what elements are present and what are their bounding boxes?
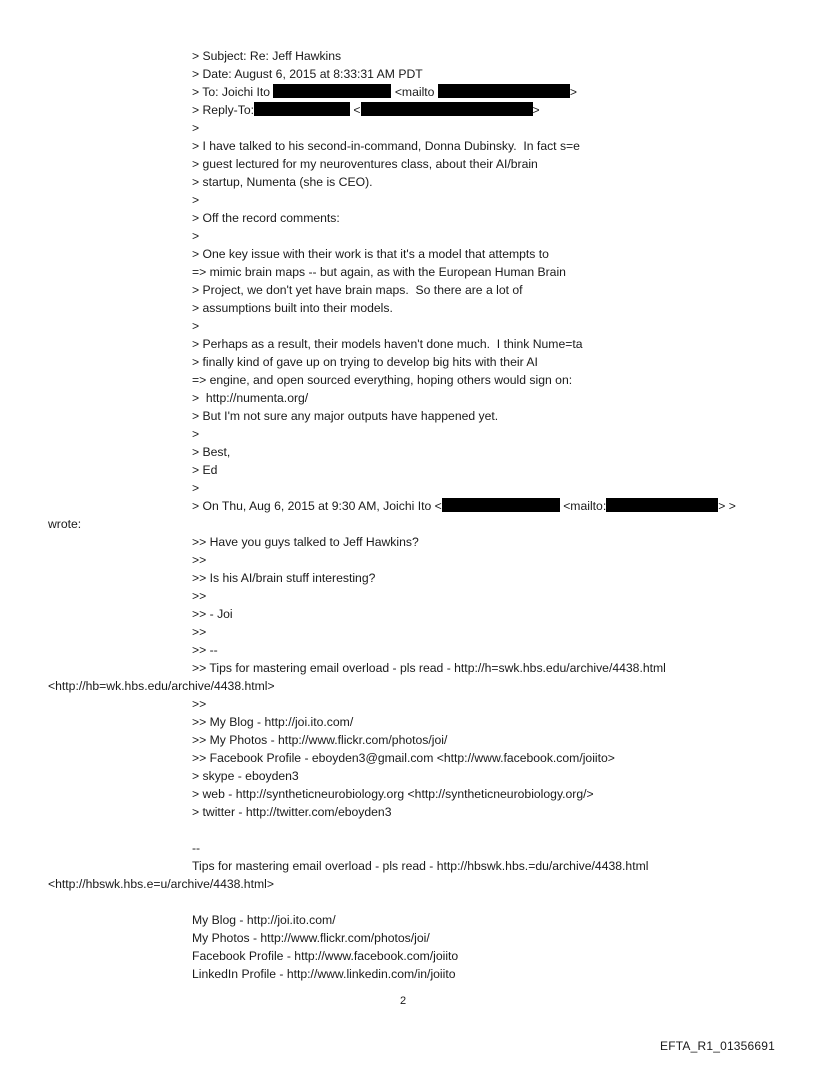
quoted-line: > One key issue with their work is that it's a model that attempts to [192, 247, 549, 261]
signature-line: > twitter - http://twitter.com/eboyden3 [192, 805, 392, 819]
footer-dashes: -- [192, 841, 201, 855]
quoted-line: > Best, [192, 445, 231, 459]
quoted-line: => mimic brain maps -- but again, as with the European Human Brain [192, 265, 566, 279]
on-wrote-line [192, 498, 736, 514]
on-wrote-mailto: <mailto: [563, 499, 607, 513]
quoted-line: > assumptions built into their models. [192, 301, 393, 315]
quoted-line: > Off the record comments: [192, 211, 340, 225]
header-to-prefix: > To: Joichi Ito [192, 85, 271, 99]
signature-line: >> Facebook Profile - eboyden3@gmail.com <http://www.facebook.com/joiito> [192, 751, 615, 765]
quoted-line: > [192, 481, 200, 495]
redaction-box [438, 84, 570, 98]
original-line: >> [192, 625, 207, 639]
quoted-line: > [192, 121, 200, 135]
header-replyto-prefix: > Reply-To: [192, 103, 254, 117]
quoted-line: > [192, 229, 200, 243]
page-number: 2 [400, 995, 407, 1007]
original-line: >> Is his AI/brain stuff interesting? [192, 571, 376, 585]
header-subject: > Subject: Re: Jeff Hawkins [192, 49, 342, 63]
quoted-line: > [192, 319, 200, 333]
header-replyto-open: < [353, 103, 361, 117]
quoted-line: > Perhaps as a result, their models haven't done much. I think Nume=ta [192, 337, 583, 351]
quoted-line: > [192, 193, 200, 207]
original-line: >> -- [192, 643, 218, 657]
original-line: >> Tips for mastering email overload - pls read - http://h=swk.hbs.edu/archive/4438.html [192, 661, 666, 675]
quoted-line: > But I'm not sure any major outputs have happened yet. [192, 409, 499, 423]
redaction-box [442, 498, 560, 512]
header-to-mailto: <mailto [394, 85, 435, 99]
original-line: >> [192, 589, 207, 603]
header-replyto [192, 102, 540, 118]
wrote-wrap: wrote: [48, 517, 82, 531]
signature-line: >> My Photos - http://www.flickr.com/photos/joi/ [192, 733, 448, 747]
footer-link: My Photos - http://www.flickr.com/photos/joi/ [192, 931, 430, 945]
redaction-box [254, 102, 350, 116]
quoted-line: > finally kind of gave up on trying to develop big hits with their AI [192, 355, 538, 369]
original-wrap: <http://hb=wk.hbs.edu/archive/4438.html> [48, 679, 275, 693]
quoted-line: > guest lectured for my neuroventures class, about their AI/brain [192, 157, 538, 171]
on-wrote-suffix: > > [718, 499, 736, 513]
redaction-box [273, 84, 391, 98]
redaction-box [361, 102, 533, 116]
signature-line: > web - http://syntheticneurobiology.org <http://syntheticneurobiology.org/> [192, 787, 594, 801]
footer-link: Facebook Profile - http://www.facebook.com/joiito [192, 949, 459, 963]
signature-line: >> My Blog - http://joi.ito.com/ [192, 715, 354, 729]
original-line: >> Have you guys talked to Jeff Hawkins? [192, 535, 419, 549]
on-wrote-prefix: > On Thu, Aug 6, 2015 at 9:30 AM, Joichi Ito < [192, 499, 442, 513]
bates-number: EFTA_R1_01356691 [660, 1039, 776, 1053]
footer-tips: Tips for mastering email overload - pls read - http://hbswk.hbs.=du/archive/4438.html [192, 859, 649, 873]
quoted-line: > Project, we don't yet have brain maps. So there are a lot of [192, 283, 523, 297]
quoted-line: > http://numenta.org/ [192, 391, 309, 405]
signature-line: >> [192, 697, 207, 711]
original-line: >> [192, 553, 207, 567]
header-to [192, 84, 577, 100]
header-to-close: > [569, 85, 577, 99]
redaction-box [606, 498, 718, 512]
footer-link: LinkedIn Profile - http://www.linkedin.com/in/joiito [192, 967, 456, 981]
quoted-line: > startup, Numenta (she is CEO). [192, 175, 373, 189]
footer-link: My Blog - http://joi.ito.com/ [192, 913, 336, 927]
quoted-line: > [192, 427, 200, 441]
original-line: >> - Joi [192, 607, 233, 621]
header-replyto-close: > [532, 103, 540, 117]
signature-line: > skype - eboyden3 [192, 769, 299, 783]
header-date: > Date: August 6, 2015 at 8:33:31 AM PDT [192, 67, 423, 81]
quoted-line: > Ed [192, 463, 218, 477]
quoted-line: => engine, and open sourced everything, hoping others would sign on: [192, 373, 573, 387]
quoted-line: > I have talked to his second-in-command, Donna Dubinsky. In fact s=e [192, 139, 580, 153]
footer-tips-wrap: <http://hbswk.hbs.e=u/archive/4438.html> [48, 877, 274, 891]
